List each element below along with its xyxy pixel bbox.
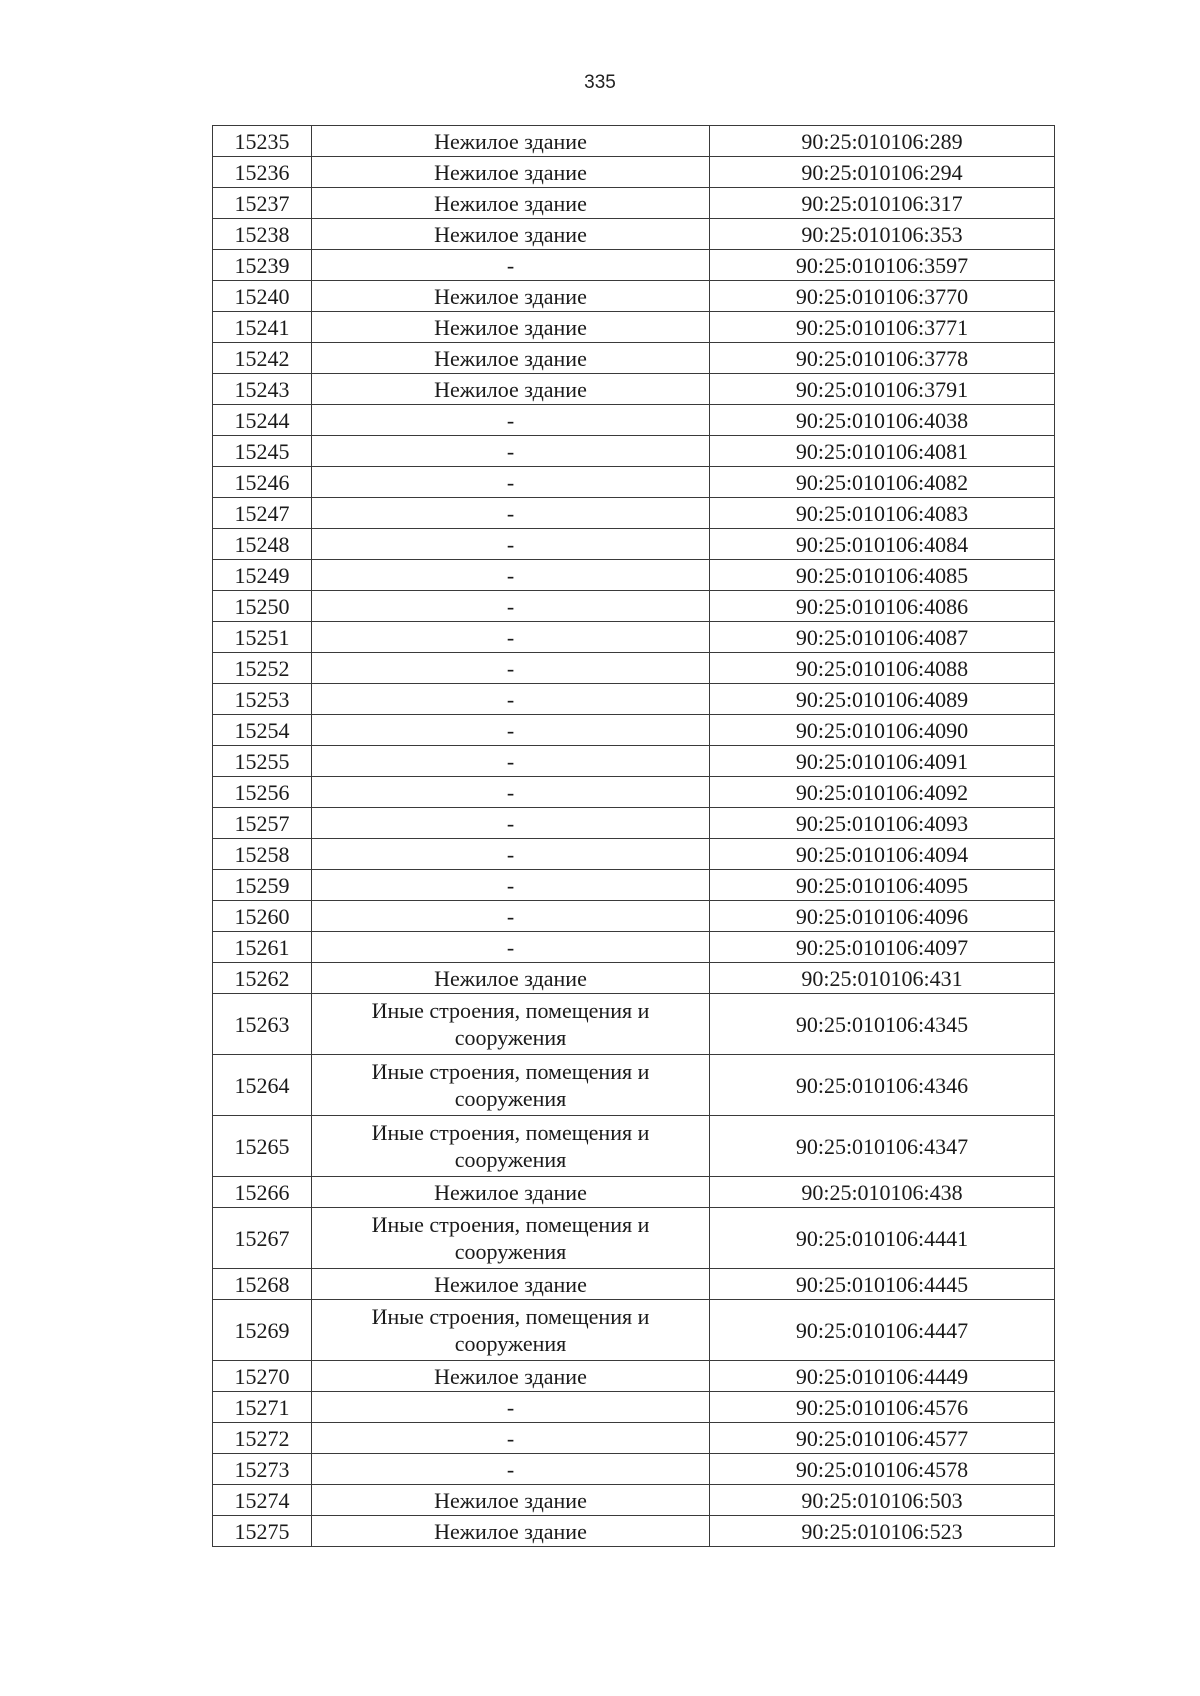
object-name-cell: Нежилое здание: [312, 312, 710, 343]
object-name-cell: -: [312, 1423, 710, 1454]
table-row: [213, 622, 1055, 653]
cadastral-number-cell: 90:25:010106:438: [710, 1177, 1055, 1208]
object-name-cell: -: [312, 250, 710, 281]
row-number-cell: 15245: [213, 436, 312, 467]
row-number-cell: 15265: [213, 1116, 312, 1177]
object-name-cell: -: [312, 591, 710, 622]
table-row: [213, 1516, 1055, 1547]
table-row: [213, 1485, 1055, 1516]
cadastral-number-cell: 90:25:010106:3771: [710, 312, 1055, 343]
object-name-cell: -: [312, 653, 710, 684]
cadastral-number-cell: 90:25:010106:4449: [710, 1361, 1055, 1392]
table-row: [213, 250, 1055, 281]
row-number-cell: 15269: [213, 1300, 312, 1361]
row-number-cell: 15237: [213, 188, 312, 219]
object-name-cell: -: [312, 1454, 710, 1485]
row-number-cell: 15259: [213, 870, 312, 901]
table-row: [213, 126, 1055, 157]
row-number-cell: 15262: [213, 963, 312, 994]
object-name-cell: Иные строения, помещения и сооружения: [312, 1300, 710, 1361]
table-row: [213, 405, 1055, 436]
cadastral-number-cell: 90:25:010106:431: [710, 963, 1055, 994]
table-row: [213, 374, 1055, 405]
object-name-cell: Иные строения, помещения и сооружения: [312, 994, 710, 1055]
row-number-cell: 15252: [213, 653, 312, 684]
object-name-cell: -: [312, 622, 710, 653]
table-row: [213, 1454, 1055, 1485]
table-row: [213, 808, 1055, 839]
table-row: [213, 932, 1055, 963]
table-row: [213, 219, 1055, 250]
object-name-cell: -: [312, 405, 710, 436]
table-row: [213, 994, 1055, 1055]
object-name-cell: -: [312, 870, 710, 901]
object-name-cell: -: [312, 839, 710, 870]
page-number: 335: [584, 72, 616, 93]
row-number-cell: 15235: [213, 126, 312, 157]
cadastral-number-cell: 90:25:010106:4090: [710, 715, 1055, 746]
table-row: [213, 715, 1055, 746]
row-number-cell: 15270: [213, 1361, 312, 1392]
row-number-cell: 15242: [213, 343, 312, 374]
table-row: [213, 1269, 1055, 1300]
cadastral-number-cell: 90:25:010106:3778: [710, 343, 1055, 374]
object-name-cell: Нежилое здание: [312, 963, 710, 994]
cadastral-number-cell: 90:25:010106:523: [710, 1516, 1055, 1547]
table-row: [213, 1300, 1055, 1361]
cadastral-number-cell: 90:25:010106:4097: [710, 932, 1055, 963]
row-number-cell: 15238: [213, 219, 312, 250]
table-row: [213, 1177, 1055, 1208]
row-number-cell: 15236: [213, 157, 312, 188]
row-number-cell: 15239: [213, 250, 312, 281]
cadastral-number-cell: 90:25:010106:4096: [710, 901, 1055, 932]
row-number-cell: 15268: [213, 1269, 312, 1300]
row-number-cell: 15273: [213, 1454, 312, 1485]
object-name-cell: -: [312, 932, 710, 963]
row-number-cell: 15250: [213, 591, 312, 622]
row-number-cell: 15241: [213, 312, 312, 343]
cadastral-number-cell: 90:25:010106:3597: [710, 250, 1055, 281]
object-name-cell: -: [312, 746, 710, 777]
row-number-cell: 15243: [213, 374, 312, 405]
object-name-cell: Нежилое здание: [312, 1516, 710, 1547]
cadastral-number-cell: 90:25:010106:289: [710, 126, 1055, 157]
cadastral-number-cell: 90:25:010106:4447: [710, 1300, 1055, 1361]
row-number-cell: 15251: [213, 622, 312, 653]
object-name-cell: Иные строения, помещения и сооружения: [312, 1116, 710, 1177]
cadastral-number-cell: 90:25:010106:4347: [710, 1116, 1055, 1177]
table-row: [213, 1208, 1055, 1269]
row-number-cell: 15244: [213, 405, 312, 436]
table-row: [213, 467, 1055, 498]
table-row: [213, 498, 1055, 529]
row-number-cell: 15247: [213, 498, 312, 529]
object-name-cell: Нежилое здание: [312, 157, 710, 188]
cadastral-number-cell: 90:25:010106:4083: [710, 498, 1055, 529]
cadastral-number-cell: 90:25:010106:4038: [710, 405, 1055, 436]
row-number-cell: 15264: [213, 1055, 312, 1116]
cadastral-number-cell: 90:25:010106:4445: [710, 1269, 1055, 1300]
row-number-cell: 15274: [213, 1485, 312, 1516]
object-name-cell: Нежилое здание: [312, 188, 710, 219]
object-name-cell: -: [312, 715, 710, 746]
table-row: [213, 1361, 1055, 1392]
cadastral-number-cell: 90:25:010106:4346: [710, 1055, 1055, 1116]
table-row: [213, 312, 1055, 343]
object-name-cell: -: [312, 529, 710, 560]
table-row: [213, 1055, 1055, 1116]
object-name-cell: Нежилое здание: [312, 219, 710, 250]
table-row: [213, 839, 1055, 870]
row-number-cell: 15258: [213, 839, 312, 870]
cadastral-number-cell: 90:25:010106:4086: [710, 591, 1055, 622]
cadastral-number-cell: 90:25:010106:4084: [710, 529, 1055, 560]
row-number-cell: 15267: [213, 1208, 312, 1269]
row-number-cell: 15266: [213, 1177, 312, 1208]
object-name-cell: -: [312, 498, 710, 529]
row-number-cell: 15248: [213, 529, 312, 560]
table-row: [213, 560, 1055, 591]
table-row: [213, 746, 1055, 777]
row-number-cell: 15275: [213, 1516, 312, 1547]
cadastral-number-cell: 90:25:010106:317: [710, 188, 1055, 219]
table-row: [213, 777, 1055, 808]
object-name-cell: Иные строения, помещения и сооружения: [312, 1208, 710, 1269]
object-name-cell: Нежилое здание: [312, 126, 710, 157]
object-name-cell: Нежилое здание: [312, 343, 710, 374]
table-row: [213, 157, 1055, 188]
row-number-cell: 15253: [213, 684, 312, 715]
cadastral-number-cell: 90:25:010106:4091: [710, 746, 1055, 777]
cadastral-number-cell: 90:25:010106:4577: [710, 1423, 1055, 1454]
object-name-cell: Нежилое здание: [312, 281, 710, 312]
row-number-cell: 15260: [213, 901, 312, 932]
row-number-cell: 15254: [213, 715, 312, 746]
object-name-cell: Нежилое здание: [312, 1485, 710, 1516]
cadastral-number-cell: 90:25:010106:4082: [710, 467, 1055, 498]
table-row: [213, 1392, 1055, 1423]
row-number-cell: 15249: [213, 560, 312, 591]
cadastral-number-cell: 90:25:010106:4087: [710, 622, 1055, 653]
cadastral-number-cell: 90:25:010106:4441: [710, 1208, 1055, 1269]
table-row: [213, 529, 1055, 560]
row-number-cell: 15271: [213, 1392, 312, 1423]
table-row: [213, 591, 1055, 622]
object-name-cell: -: [312, 808, 710, 839]
cadastral-number-cell: 90:25:010106:3791: [710, 374, 1055, 405]
cadastral-number-cell: 90:25:010106:294: [710, 157, 1055, 188]
object-name-cell: Нежилое здание: [312, 1177, 710, 1208]
row-number-cell: 15263: [213, 994, 312, 1055]
row-number-cell: 15255: [213, 746, 312, 777]
table-row: [213, 870, 1055, 901]
object-name-cell: -: [312, 684, 710, 715]
row-number-cell: 15240: [213, 281, 312, 312]
cadastral-number-cell: 90:25:010106:4576: [710, 1392, 1055, 1423]
cadastral-number-cell: 90:25:010106:4094: [710, 839, 1055, 870]
property-registry-table: [212, 125, 1055, 1547]
object-name-cell: Нежилое здание: [312, 1269, 710, 1300]
cadastral-number-cell: 90:25:010106:4085: [710, 560, 1055, 591]
row-number-cell: 15261: [213, 932, 312, 963]
table-row: [213, 1423, 1055, 1454]
table-row: [213, 1116, 1055, 1177]
cadastral-number-cell: 90:25:010106:3770: [710, 281, 1055, 312]
table-row: [213, 281, 1055, 312]
object-name-cell: -: [312, 901, 710, 932]
object-name-cell: -: [312, 560, 710, 591]
table-row: [213, 343, 1055, 374]
cadastral-number-cell: 90:25:010106:4578: [710, 1454, 1055, 1485]
cadastral-number-cell: 90:25:010106:4088: [710, 653, 1055, 684]
row-number-cell: 15272: [213, 1423, 312, 1454]
object-name-cell: -: [312, 436, 710, 467]
object-name-cell: Иные строения, помещения и сооружения: [312, 1055, 710, 1116]
cadastral-number-cell: 90:25:010106:4089: [710, 684, 1055, 715]
registry-table-body: [213, 126, 1055, 1547]
row-number-cell: 15246: [213, 467, 312, 498]
cadastral-number-cell: 90:25:010106:4093: [710, 808, 1055, 839]
object-name-cell: Нежилое здание: [312, 374, 710, 405]
table-row: [213, 684, 1055, 715]
object-name-cell: Нежилое здание: [312, 1361, 710, 1392]
cadastral-number-cell: 90:25:010106:4081: [710, 436, 1055, 467]
table-row: [213, 901, 1055, 932]
object-name-cell: -: [312, 467, 710, 498]
table-row: [213, 436, 1055, 467]
cadastral-number-cell: 90:25:010106:4345: [710, 994, 1055, 1055]
object-name-cell: -: [312, 777, 710, 808]
table-row: [213, 963, 1055, 994]
cadastral-number-cell: 90:25:010106:4092: [710, 777, 1055, 808]
table-row: [213, 188, 1055, 219]
cadastral-number-cell: 90:25:010106:4095: [710, 870, 1055, 901]
row-number-cell: 15257: [213, 808, 312, 839]
cadastral-number-cell: 90:25:010106:503: [710, 1485, 1055, 1516]
table-row: [213, 653, 1055, 684]
object-name-cell: -: [312, 1392, 710, 1423]
cadastral-number-cell: 90:25:010106:353: [710, 219, 1055, 250]
row-number-cell: 15256: [213, 777, 312, 808]
